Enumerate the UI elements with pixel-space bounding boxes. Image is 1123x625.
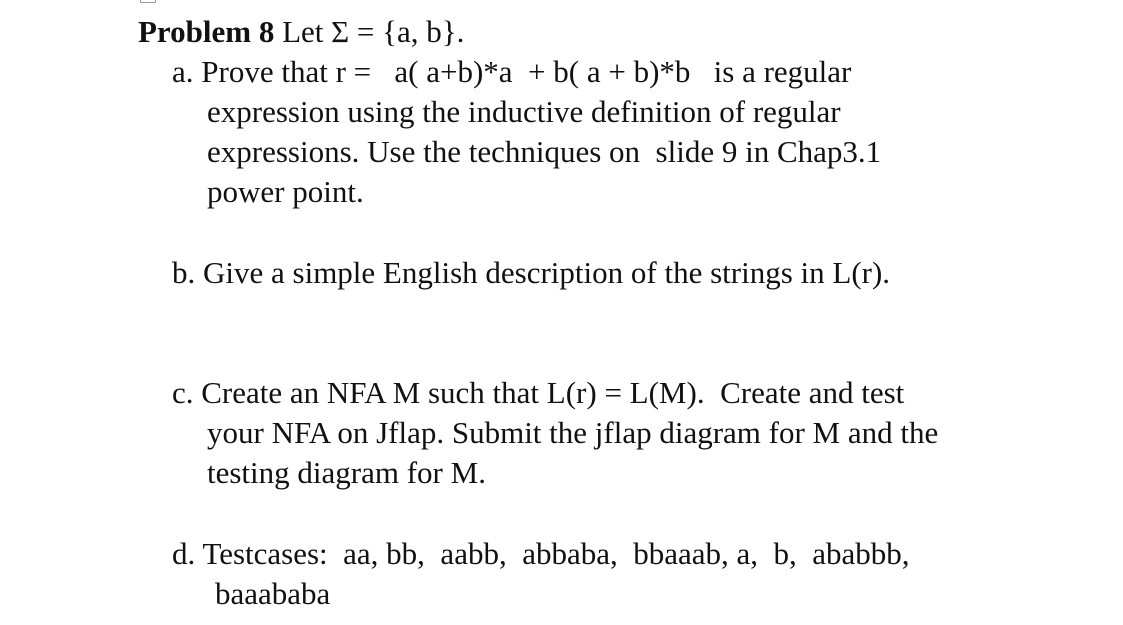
part-d-line-1: d. Testcases: aa, bb, aabb, abbaba, bbaaab, a, b, ababbb, [172,536,910,571]
part-d-line-2: baaababa [215,576,331,611]
part-a-line-1: a. Prove that r = a( a+b)*a + b( a + b)*b is a regular [172,54,852,89]
part-c-line-2: your NFA on Jflap. Submit the jflap diagram for M and the [207,415,939,450]
part-c-line-1: c. Create an NFA M such that L(r) = L(M). Create and test [172,375,905,410]
part-a-line-3: expressions. Use the techniques on slide 9 in Chap3.1 [207,134,882,169]
problem-label: Problem 8 [138,14,275,49]
part-a-line-2: expression using the inductive definition of regular [207,94,841,129]
part-c-line-3: testing diagram for M. [207,455,486,490]
page-corner-mark [140,0,156,3]
problem-intro: Let Σ = {a, b}. [274,14,465,49]
part-a-line-4: power point. [207,174,364,209]
problem-heading [138,14,464,50]
part-b-line-1: b. Give a simple English description of the strings in L(r). [172,255,891,290]
